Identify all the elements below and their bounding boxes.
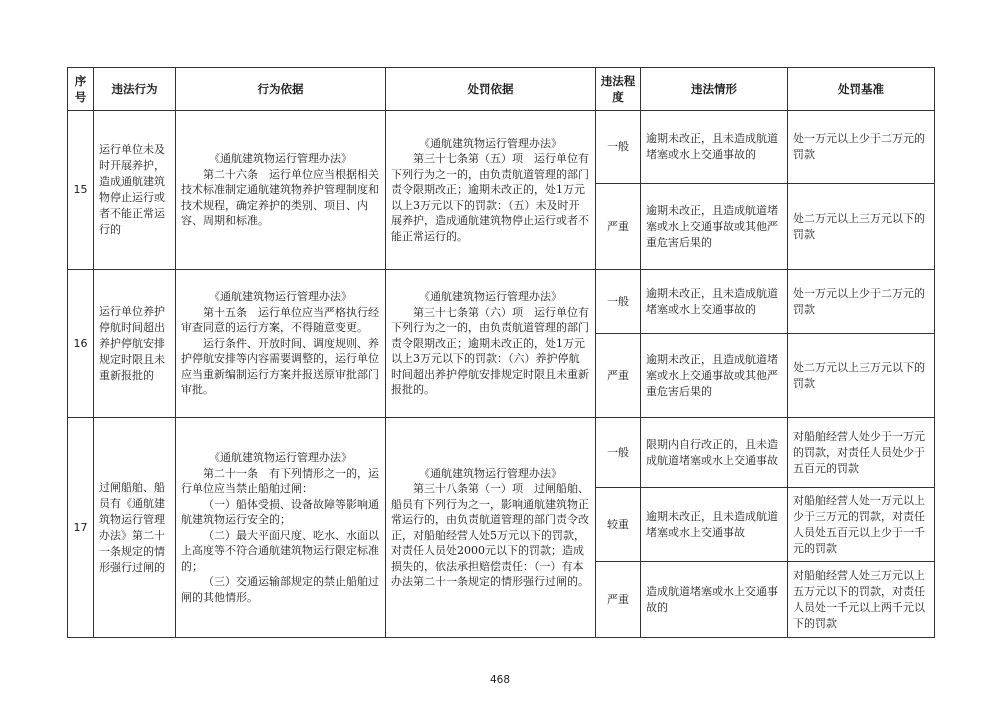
- violation-degree: 较重: [596, 488, 641, 562]
- violation-degree: 一般: [596, 270, 641, 334]
- table-header-row: [68, 68, 935, 111]
- violation-situation: 造成航道堵塞或水上交通事故的: [641, 562, 788, 638]
- table-row: [68, 111, 935, 184]
- violation-behavior: 运行单位未及时开展养护，造成通航建筑物停止运行或者不能正常运行的: [94, 111, 176, 270]
- page-number: 468: [489, 674, 511, 686]
- table-row: [68, 270, 935, 334]
- penalty-standard: 处二万元以上三万元以下的罚款: [788, 334, 935, 418]
- header-degree: 违法程度: [596, 68, 641, 111]
- header-num: 序号: [68, 68, 94, 111]
- violation-degree: 一般: [596, 418, 641, 488]
- violation-situation: 逾期未改正，且造成航道堵塞或水上交通事故或其他严重危害后果的: [641, 334, 788, 418]
- basis-paragraph: 运行条件、开放时间、调度规则、养护停航安排等内容需要调整的，运行单位应当重新编制运行方案并报送原审批部门审批。: [181, 336, 379, 397]
- penalty-standard: 处一万元以上少于二万元的罚款: [788, 111, 935, 184]
- behavior-basis: [176, 418, 386, 638]
- row-number: 15: [68, 111, 94, 270]
- penalty-text: 第三十七条第（六）项 运行单位有下列行为之一的，由负责航道管理的部门责令限期改正；逾期未改正的，处1万元以上3万元以下的罚款：（六）养护停航时间超出养护停航安排规定时限且未重新报批的。: [391, 305, 589, 397]
- penalty-text: 第三十八条第（一）项 过闸船舶、船员有下列行为之一，影响通航建筑物正常运行的，由负责航道管理的部门责令改正，对船舶经营人处5万元以下的罚款，对责任人员处2000元以下的罚款；造成损失的，依法承担赔偿责任：（一）有本办法第二十一条规定的情形强行过闸的。: [391, 482, 589, 588]
- basis-paragraph: 第十五条 运行单位应当严格执行经审查同意的运行方案，不得随意变更。: [181, 305, 379, 335]
- table-row: [68, 418, 935, 488]
- header-basis: 行为依据: [176, 68, 386, 111]
- violation-situation: 限期内自行改正的，且未造成航道堵塞或水上交通事故: [641, 418, 788, 488]
- basis-paragraph: （一）船体受损、设备故障等影响通航建筑物运行安全的；: [181, 497, 379, 526]
- penalty-standards-table: [67, 67, 935, 638]
- basis-paragraph: （二）最大平面尺度、吃水、水面以上高度等不符合通航建筑物运行限定标准的；: [181, 528, 379, 573]
- penalty-basis: [386, 418, 596, 638]
- violation-situation: 逾期未改正，且未造成航道堵塞或水上交通事故的: [641, 270, 788, 334]
- violation-situation: 逾期未改正，且造成航道堵塞或水上交通事故或其他严重危害后果的: [641, 184, 788, 270]
- penalty-basis: [386, 111, 596, 270]
- penalty-standard: 对船舶经营人处少于一万元的罚款，对责任人员处少于五百元的罚款: [788, 418, 935, 488]
- violation-degree: 严重: [596, 184, 641, 270]
- penalty-standard: 对船舶经营人处一万元以上少于三万元的罚款，对责任人员处五百元以上少于一千元的罚款: [788, 488, 935, 562]
- header-situation: 违法情形: [641, 68, 788, 111]
- header-penalty-basis: 处罚依据: [386, 68, 596, 111]
- violation-degree: 严重: [596, 562, 641, 638]
- penalty-law-title: 《通航建筑物运行管理办法》: [419, 136, 562, 150]
- violation-degree: 严重: [596, 334, 641, 418]
- header-standard: 处罚基准: [788, 68, 935, 111]
- penalty-text: 第三十七条第（五）项 运行单位有下列行为之一的，由负责航道管理的部门责令限期改正；逾期未改正的，处1万元以上3万元以下的罚款：（五）未及时开展养护，造成通航建筑物停止运行或者不能正常运行的。: [391, 152, 589, 243]
- behavior-basis: [176, 111, 386, 270]
- violation-behavior: 运行单位养护停航时间超出养护停航安排规定时限且未重新报批的: [94, 270, 176, 418]
- header-behavior: 违法行为: [94, 68, 176, 111]
- penalty-law-title: 《通航建筑物运行管理办法》: [419, 466, 562, 480]
- penalty-standard: 处一万元以上少于二万元的罚款: [788, 270, 935, 334]
- violation-degree: 一般: [596, 111, 641, 184]
- basis-law-title: 《通航建筑物运行管理办法》: [209, 290, 352, 304]
- basis-paragraph: 第二十一条 有下列情形之一的，运行单位应当禁止船舶过闸：: [181, 466, 379, 495]
- basis-paragraph: （三）交通运输部规定的禁止船舶过闸的其他情形。: [181, 575, 379, 604]
- penalty-basis: [386, 270, 596, 418]
- penalty-standard: 对船舶经营人处三万元以上五万元以下的罚款，对责任人员处一千元以上两千元以下的罚款: [788, 562, 935, 638]
- row-number: 17: [68, 418, 94, 638]
- row-number: 16: [68, 270, 94, 418]
- basis-paragraph: 第二十六条 运行单位应当根据相关技术标准制定通航建筑物养护管理制度和技术规程，确定养护的类别、项目、内容、周期和标准。: [181, 167, 379, 228]
- violation-situation: 逾期未改正，且未造成航道堵塞或水上交通事故的: [641, 111, 788, 184]
- penalty-law-title: 《通航建筑物运行管理办法》: [419, 290, 562, 304]
- behavior-basis: [176, 270, 386, 418]
- violation-behavior: 过闸船舶、船员有《通航建筑物运行管理办法》第二十一条规定的情形强行过闸的: [94, 418, 176, 638]
- basis-law-title: 《通航建筑物运行管理办法》: [209, 152, 352, 166]
- violation-situation: 逾期未改正，且未造成航道堵塞或水上交通事故: [641, 488, 788, 562]
- penalty-standard: 处二万元以上三万元以下的罚款: [788, 184, 935, 270]
- basis-law-title: 《通航建筑物运行管理办法》: [209, 451, 352, 464]
